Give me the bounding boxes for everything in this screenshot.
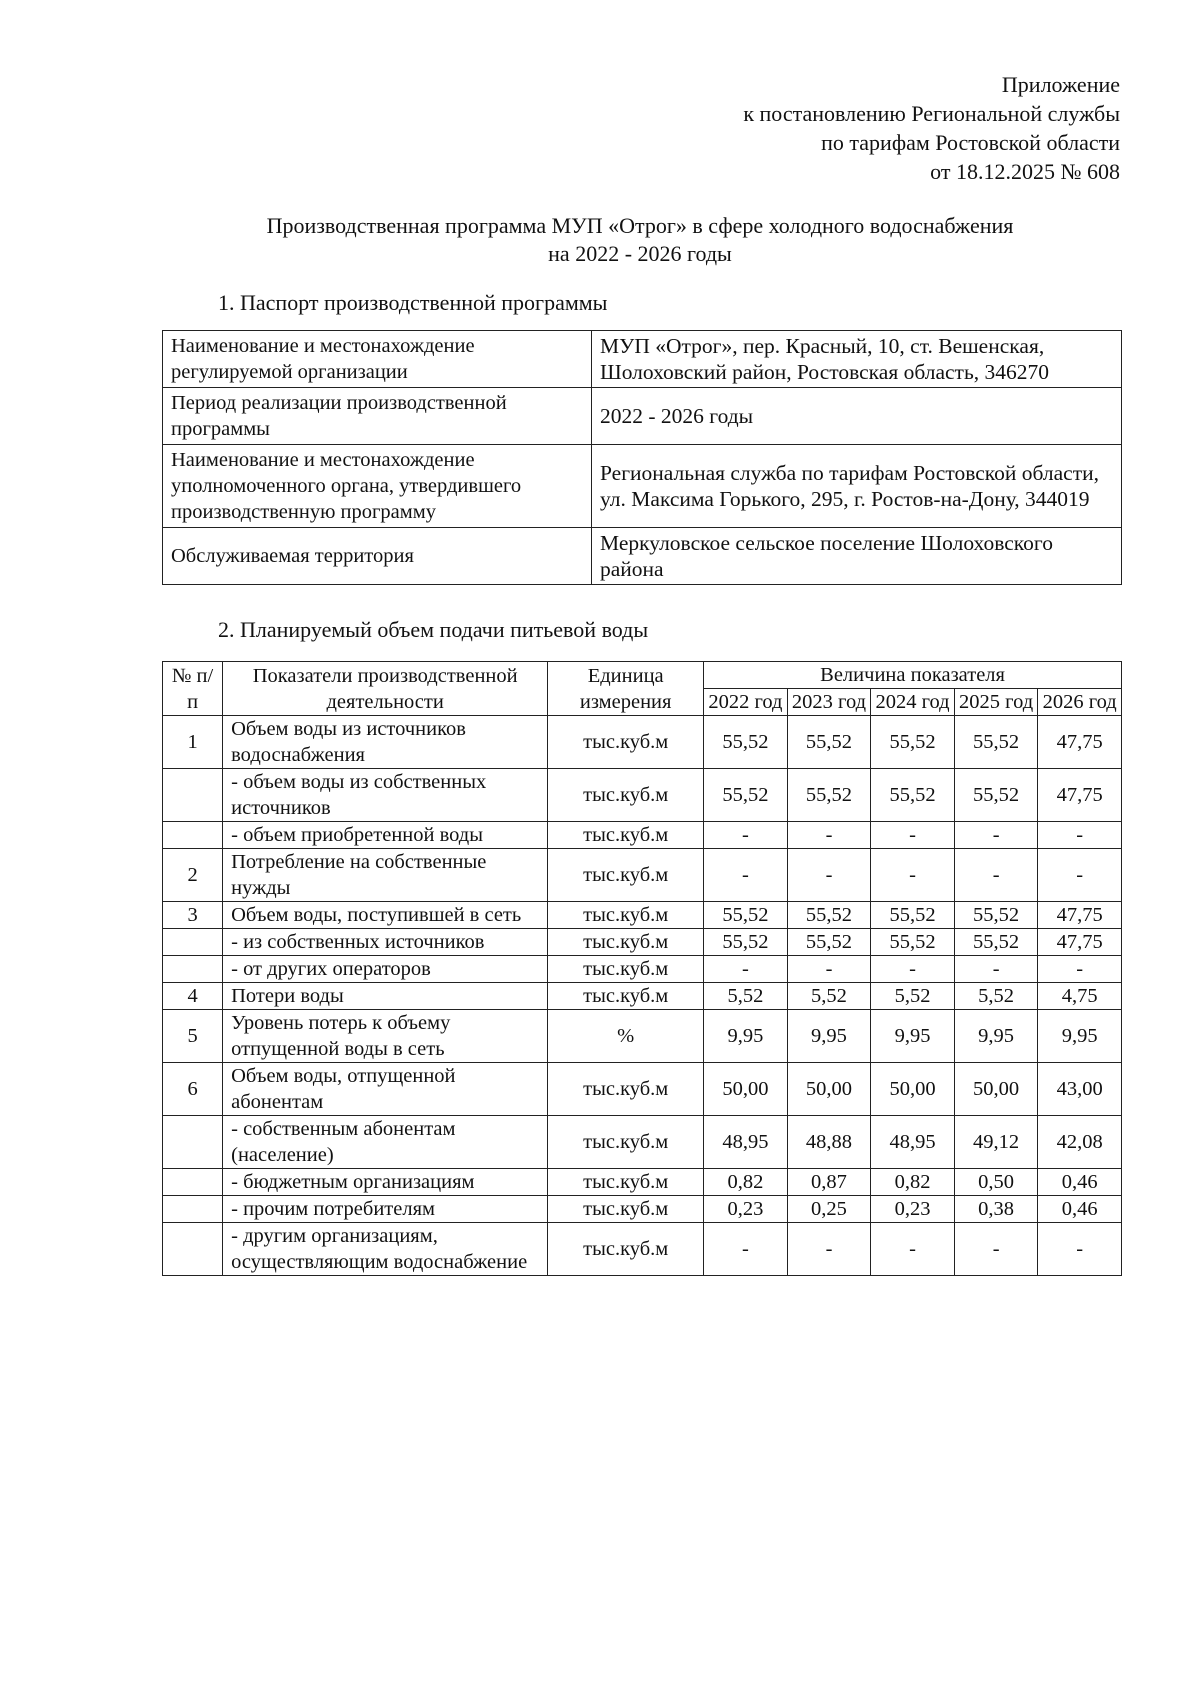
row-value: -: [954, 822, 1038, 849]
row-unit: тыс.куб.м: [548, 929, 704, 956]
section-2-title: 2. Планируемый объем подачи питьевой воды: [218, 617, 649, 642]
row-num: [163, 1223, 223, 1276]
row-value: 5,52: [954, 983, 1038, 1010]
row-value: 47,75: [1038, 716, 1122, 769]
document-title: [160, 212, 1120, 268]
row-unit: тыс.куб.м: [548, 1116, 704, 1169]
row-value: 47,75: [1038, 769, 1122, 822]
row-value: -: [787, 1223, 871, 1276]
row-value: -: [871, 956, 955, 983]
row-value: 55,52: [704, 929, 788, 956]
row-value: -: [704, 1223, 788, 1276]
row-value: 5,52: [787, 983, 871, 1010]
row-value: 9,95: [871, 1010, 955, 1063]
row-value: 5,52: [704, 983, 788, 1010]
row-unit: тыс.куб.м: [548, 1223, 704, 1276]
row-value: 55,52: [787, 902, 871, 929]
row-value: 55,52: [787, 769, 871, 822]
row-indicator: - прочим потребителям: [223, 1196, 548, 1223]
row-value: 0,23: [871, 1196, 955, 1223]
section-1-title: 1. Паспорт производственной программы: [218, 290, 608, 315]
passport-row: [163, 331, 1122, 388]
header-unit: Единица измерения: [548, 662, 704, 716]
table-row: [163, 1223, 1122, 1276]
row-num: [163, 1196, 223, 1223]
row-value: 0,38: [954, 1196, 1038, 1223]
header-year: 2023 год: [787, 689, 871, 716]
title-line-2: на 2022 - 2026 годы: [548, 241, 732, 266]
row-value: -: [704, 956, 788, 983]
row-value: 0,25: [787, 1196, 871, 1223]
row-value: 0,87: [787, 1169, 871, 1196]
row-value: 55,52: [954, 716, 1038, 769]
row-value: 9,95: [954, 1010, 1038, 1063]
row-num: 6: [163, 1063, 223, 1116]
passport-label: Период реализации производственной программы: [163, 388, 592, 445]
row-num: [163, 1116, 223, 1169]
row-indicator: Объем воды из источников водоснабжения: [223, 716, 548, 769]
row-num: 1: [163, 716, 223, 769]
header-row: [163, 662, 1122, 689]
table-row: [163, 1010, 1122, 1063]
title-line-1: Производственная программа МУП «Отрог» в сфере холодного водоснабжения: [266, 213, 1014, 238]
table-row: [163, 822, 1122, 849]
row-num: [163, 822, 223, 849]
row-unit: тыс.куб.м: [548, 983, 704, 1010]
table-row: [163, 769, 1122, 822]
row-value: 55,52: [871, 929, 955, 956]
row-value: 0,50: [954, 1169, 1038, 1196]
row-num: [163, 929, 223, 956]
row-value: 47,75: [1038, 929, 1122, 956]
table-row: [163, 929, 1122, 956]
row-num: 2: [163, 849, 223, 902]
header-value-group: Величина показателя: [704, 662, 1122, 689]
passport-label: Наименование и местонахождение уполномоченного органа, утвердившего производственную программу: [163, 445, 592, 528]
passport-value: Региональная служба по тарифам Ростовской области, ул. Максима Горького, 295, г. Ростов-на-Дону, 344019: [592, 445, 1122, 528]
row-value: -: [704, 822, 788, 849]
row-value: 55,52: [871, 902, 955, 929]
row-value: 48,88: [787, 1116, 871, 1169]
row-value: 9,95: [1038, 1010, 1122, 1063]
row-indicator: - собственным абонентам (население): [223, 1116, 548, 1169]
row-unit: тыс.куб.м: [548, 769, 704, 822]
row-unit: тыс.куб.м: [548, 1063, 704, 1116]
row-value: -: [1038, 1223, 1122, 1276]
row-value: 55,52: [787, 929, 871, 956]
appendix-line: Приложение: [1001, 72, 1120, 97]
table-row: [163, 716, 1122, 769]
row-value: -: [704, 849, 788, 902]
row-num: 4: [163, 983, 223, 1010]
row-unit: тыс.куб.м: [548, 822, 704, 849]
table-row: [163, 956, 1122, 983]
row-value: -: [1038, 849, 1122, 902]
row-num: [163, 769, 223, 822]
row-value: -: [1038, 956, 1122, 983]
row-indicator: Потери воды: [223, 983, 548, 1010]
row-value: 49,12: [954, 1116, 1038, 1169]
row-value: 0,82: [704, 1169, 788, 1196]
passport-value: Меркуловское сельское поселение Шолоховского района: [592, 528, 1122, 585]
row-unit: тыс.куб.м: [548, 902, 704, 929]
row-value: -: [787, 849, 871, 902]
row-num: [163, 956, 223, 983]
passport-label: Наименование и местонахождение регулируемой организации: [163, 331, 592, 388]
row-num: 5: [163, 1010, 223, 1063]
row-value: 55,52: [704, 769, 788, 822]
row-indicator: Потребление на собственные нужды: [223, 849, 548, 902]
row-indicator: Уровень потерь к объему отпущенной воды в сеть: [223, 1010, 548, 1063]
row-value: 50,00: [787, 1063, 871, 1116]
table-row: [163, 1196, 1122, 1223]
row-unit: тыс.куб.м: [548, 716, 704, 769]
table-row: [163, 1116, 1122, 1169]
row-value: 55,52: [704, 716, 788, 769]
row-value: 9,95: [787, 1010, 871, 1063]
appendix-line: от 18.12.2025 № 608: [930, 159, 1120, 184]
row-unit: тыс.куб.м: [548, 849, 704, 902]
header-num: № п/п: [163, 662, 223, 716]
row-indicator: Объем воды, отпущенной абонентам: [223, 1063, 548, 1116]
row-value: -: [871, 822, 955, 849]
passport-value: 2022 - 2026 годы: [592, 388, 1122, 445]
row-value: 0,23: [704, 1196, 788, 1223]
row-value: 0,82: [871, 1169, 955, 1196]
table-row: [163, 849, 1122, 902]
row-value: -: [954, 956, 1038, 983]
appendix-line: к постановлению Региональной службы: [743, 101, 1120, 126]
row-value: 9,95: [704, 1010, 788, 1063]
row-value: -: [871, 1223, 955, 1276]
row-num: [163, 1169, 223, 1196]
table-row: [163, 1063, 1122, 1116]
header-name: Показатели производственной деятельности: [223, 662, 548, 716]
row-value: 55,52: [871, 716, 955, 769]
row-num: 3: [163, 902, 223, 929]
passport-row: [163, 445, 1122, 528]
row-unit: %: [548, 1010, 704, 1063]
header-year: 2025 год: [954, 689, 1038, 716]
table-row: [163, 1169, 1122, 1196]
header-year: 2024 год: [871, 689, 955, 716]
row-value: -: [871, 849, 955, 902]
passport-table: [162, 330, 1122, 585]
row-value: 55,52: [954, 902, 1038, 929]
row-value: 50,00: [704, 1063, 788, 1116]
passport-value: МУП «Отрог», пер. Красный, 10, ст. Вешенская, Шолоховский район, Ростовская область, 346270: [592, 331, 1122, 388]
row-indicator: - объем приобретенной воды: [223, 822, 548, 849]
row-value: 50,00: [954, 1063, 1038, 1116]
row-indicator: Объем воды, поступившей в сеть: [223, 902, 548, 929]
row-value: 55,52: [704, 902, 788, 929]
row-unit: тыс.куб.м: [548, 956, 704, 983]
row-value: -: [954, 849, 1038, 902]
row-value: 55,52: [954, 769, 1038, 822]
row-value: 4,75: [1038, 983, 1122, 1010]
row-unit: тыс.куб.м: [548, 1196, 704, 1223]
row-indicator: - другим организациям, осуществляющим водоснабжение: [223, 1223, 548, 1276]
header-year: 2022 год: [704, 689, 788, 716]
row-value: 5,52: [871, 983, 955, 1010]
row-value: -: [787, 956, 871, 983]
row-value: 47,75: [1038, 902, 1122, 929]
row-value: 50,00: [871, 1063, 955, 1116]
row-unit: тыс.куб.м: [548, 1169, 704, 1196]
row-value: 55,52: [871, 769, 955, 822]
row-value: 48,95: [871, 1116, 955, 1169]
row-value: 42,08: [1038, 1116, 1122, 1169]
header-year: 2026 год: [1038, 689, 1122, 716]
row-value: -: [787, 822, 871, 849]
row-value: 55,52: [954, 929, 1038, 956]
appendix-header: [743, 70, 1120, 186]
row-value: 43,00: [1038, 1063, 1122, 1116]
row-value: -: [954, 1223, 1038, 1276]
water-volume-table: [162, 661, 1122, 1276]
passport-row: [163, 388, 1122, 445]
row-value: 0,46: [1038, 1169, 1122, 1196]
appendix-line: по тарифам Ростовской области: [821, 130, 1120, 155]
passport-label: Обслуживаемая территория: [163, 528, 592, 585]
row-value: 48,95: [704, 1116, 788, 1169]
row-indicator: - бюджетным организациям: [223, 1169, 548, 1196]
row-indicator: - объем воды из собственных источников: [223, 769, 548, 822]
row-value: 55,52: [787, 716, 871, 769]
table-row: [163, 983, 1122, 1010]
row-value: 0,46: [1038, 1196, 1122, 1223]
row-value: -: [1038, 822, 1122, 849]
row-indicator: - от других операторов: [223, 956, 548, 983]
table-row: [163, 902, 1122, 929]
passport-row: [163, 528, 1122, 585]
row-indicator: - из собственных источников: [223, 929, 548, 956]
